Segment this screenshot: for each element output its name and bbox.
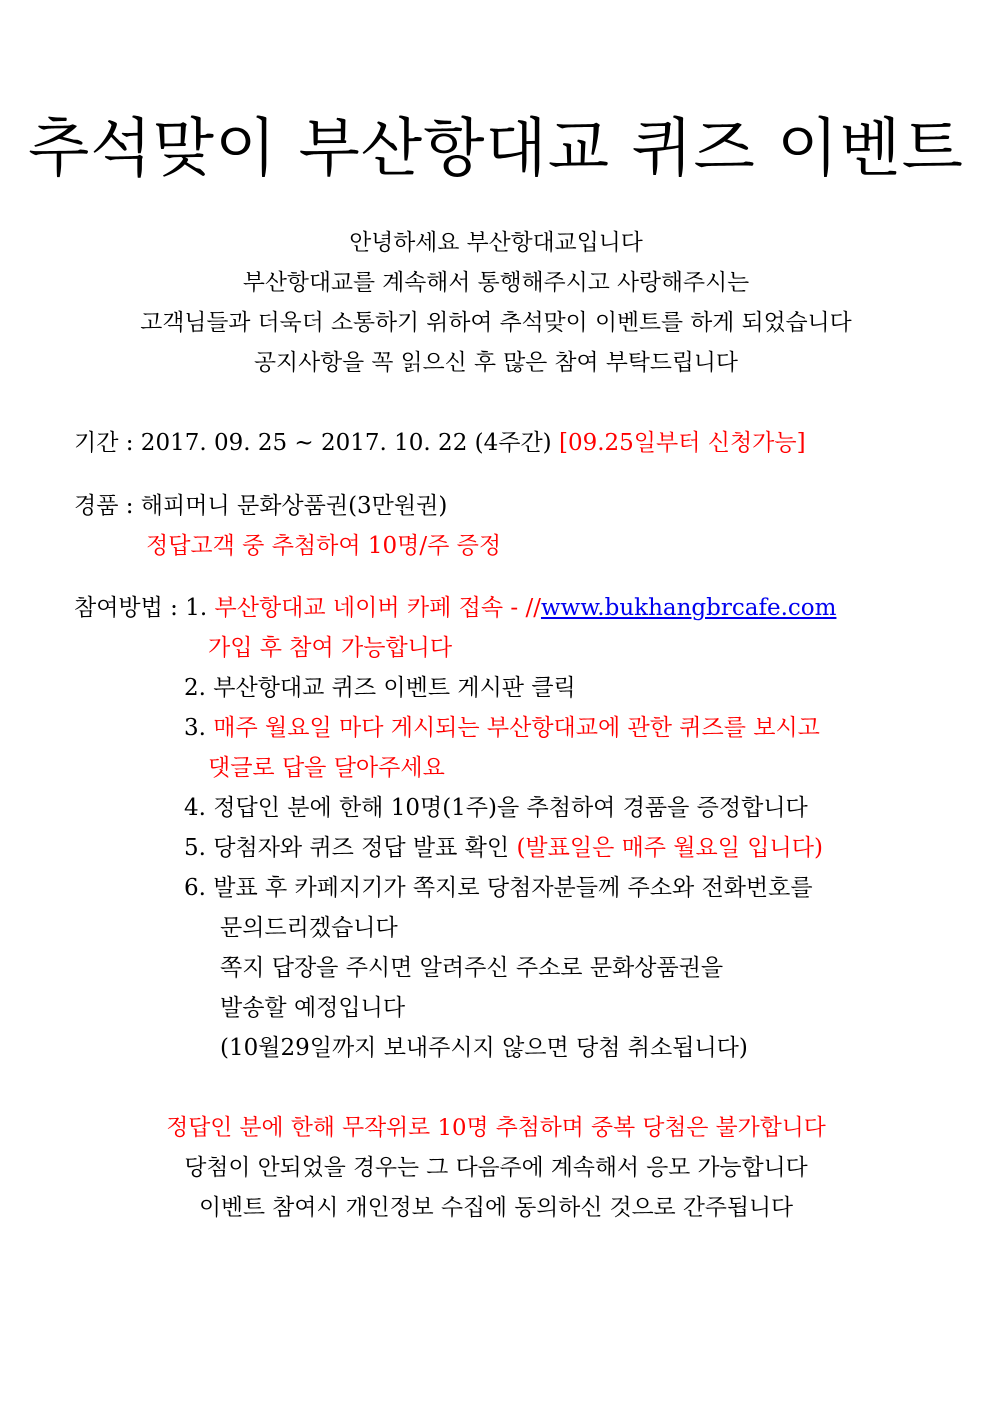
footer-line-2: 당첨이 안되었을 경우는 그 다음주에 계속해서 응모 가능합니다 — [184, 1155, 808, 1181]
step-6-line-4: 발송할 예정입니다 — [220, 995, 406, 1021]
method-step-2: 2. 부산항대교 퀴즈 이벤트 게시판 클릭 — [184, 675, 576, 701]
step-3-number: 3. — [184, 715, 214, 741]
step-1-continued: 가입 후 참여 가능합니다 — [208, 635, 453, 661]
method-step-3 — [184, 713, 820, 743]
prize-line: 경품 : 해피머니 문화상품권(3만원권) — [74, 493, 448, 519]
method-step-6: 6. 발표 후 카페지기가 쪽지로 당첨자분들께 주소와 전화번호를 — [184, 875, 813, 901]
period-text: 기간 : 2017. 09. 25 ~ 2017. 10. 22 (4주간) — [74, 430, 559, 456]
prize-note: 정답고객 중 추첨하여 10명/주 증정 — [146, 533, 502, 559]
footer-notice-red: 정답인 분에 한해 무작위로 10명 추첨하며 중복 당첨은 불가합니다 — [166, 1115, 826, 1141]
intro-line-2: 부산항대교를 계속해서 통행해주시고 사랑해주시는 — [242, 270, 750, 296]
period-line — [74, 428, 806, 458]
step-6-line-2: 문의드리겠습니다 — [220, 915, 398, 941]
step-3-text: 매주 월요일 마다 게시되는 부산항대교에 관한 퀴즈를 보시고 — [213, 715, 820, 741]
step-1-text: 부산항대교 네이버 카페 접속 - // — [214, 595, 541, 621]
intro-line-1: 안녕하세요 부산항대교입니다 — [349, 230, 643, 256]
intro-line-3: 고객님들과 더욱더 소통하기 위하여 추석맞이 이벤트를 하게 되었습니다 — [140, 310, 852, 336]
period-note: [09.25일부터 신청가능] — [558, 430, 806, 456]
step-1-number: 1. — [185, 595, 215, 621]
method-step-5 — [184, 833, 823, 863]
step-5-note: (발표일은 매주 월요일 입니다) — [516, 835, 823, 861]
method-label: 참여방법 : — [74, 595, 186, 621]
step-6-line-3: 쪽지 답장을 주시면 알려주신 주소로 문화상품권을 — [220, 955, 724, 981]
method-step-4: 4. 정답인 분에 한해 10명(1주)을 추첨하여 경품을 증정합니다 — [184, 795, 808, 821]
step-5-text: 5. 당첨자와 퀴즈 정답 발표 확인 — [184, 835, 517, 861]
step-6-line-5: (10월29일까지 보내주시지 않으면 당첨 취소됩니다) — [220, 1035, 748, 1061]
footer-line-3: 이벤트 참여시 개인정보 수집에 동의하신 것으로 간주됩니다 — [198, 1195, 794, 1221]
step-3-continued: 댓글로 답을 달아주세요 — [208, 755, 445, 781]
method-step-1 — [74, 593, 836, 623]
page-title: 추석맞이 부산항대교 퀴즈 이벤트 — [28, 111, 964, 185]
intro-line-4: 공지사항을 꼭 읽으신 후 많은 참여 부탁드립니다 — [254, 350, 738, 376]
cafe-link[interactable]: www.bukhangbrcafe.com — [540, 595, 837, 621]
